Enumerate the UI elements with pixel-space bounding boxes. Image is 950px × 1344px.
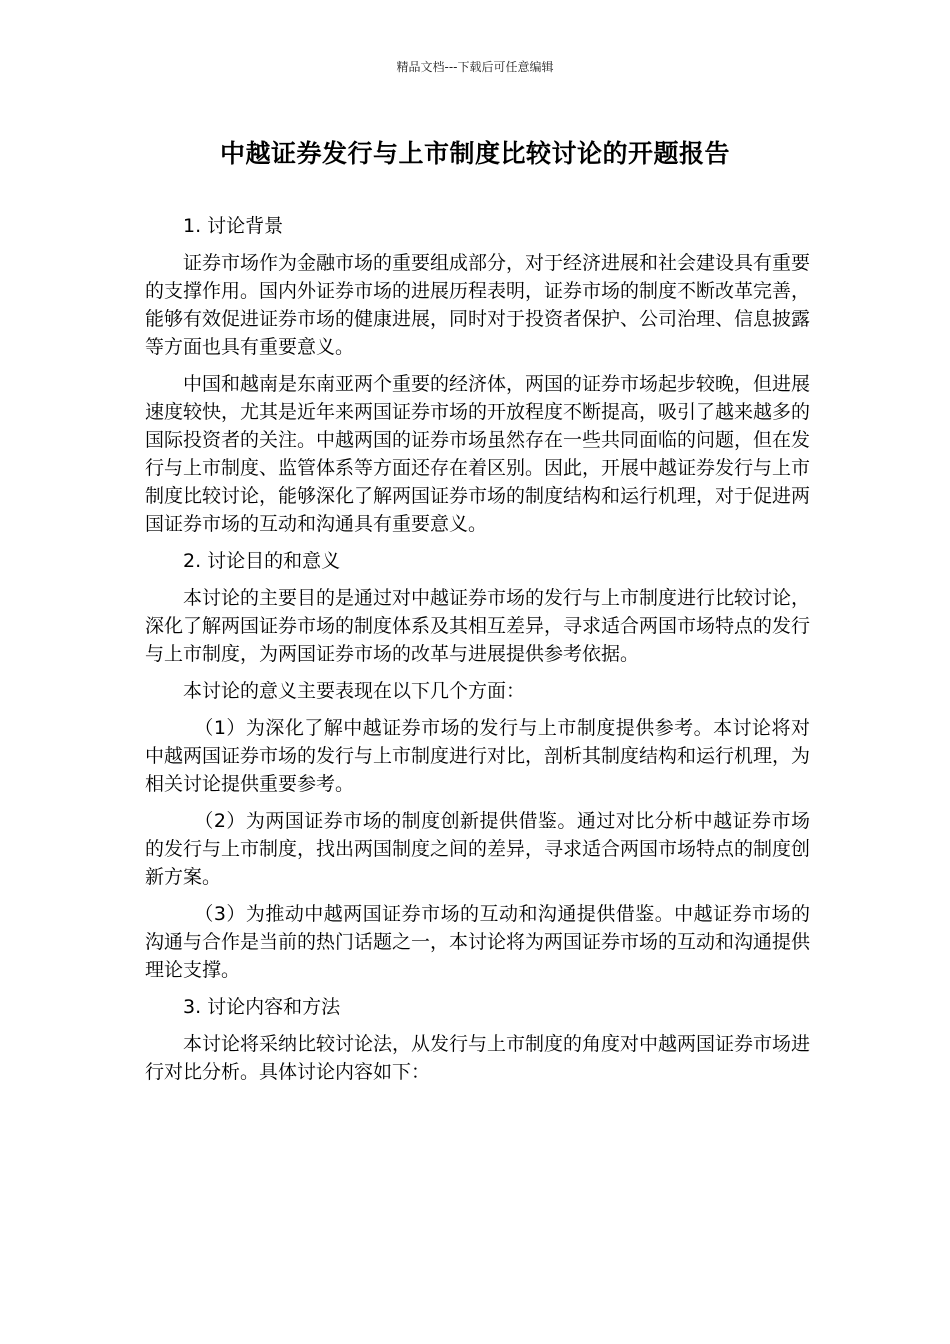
document-title: 中越证券发行与上市制度比较讨论的开题报告 (219, 139, 730, 168)
paragraph-method-1: 本讨论将采纳比较讨论法，从发行与上市制度的角度对中越两国证券市场进行对比分析。具体讨论内容如下： (145, 1033, 811, 1083)
header-note: 精品文档---下载后可任意编辑 (396, 60, 554, 74)
section-heading-background: 1. 讨论背景 (183, 215, 284, 237)
paragraph-background-2: 中国和越南是东南亚两个重要的经济体，两国的证券市场起步较晚，但进展速度较快，尤其是近年来两国证券市场的开放程度不断提高，吸引了越来越多的国际投资者的关注。中越两国的证券市场虽然存在一些共同面临的问题，但在发行与上市制度、监管体系等方面还存在着区别。因此，开展中越证券发行与上市制度比较讨论，能够深化了解两国证券市场的制度结构和运行机理，对于促进两国证券市场的互动和沟通具有重要意义。 (145, 373, 811, 535)
document-body (145, 212, 810, 1095)
section-heading-purpose: 2. 讨论目的和意义 (183, 550, 341, 572)
list-item-significance-2: （2）为两国证券市场的制度创新提供借鉴。通过对比分析中越证券市场的发行与上市制度，找出两国制度之间的差异，寻求适合两国市场特点的制度创新方案。 (145, 810, 811, 888)
paragraph-background-1: 证券市场作为金融市场的重要组成部分，对于经济进展和社会建设具有重要的支撑作用。国内外证券市场的进展历程表明，证券市场的制度不断改革完善，能够有效促进证券市场的健康进展，同时对于投资者保护、公司治理、信息披露等方面也具有重要意义。 (145, 252, 811, 358)
paragraph-purpose-1: 本讨论的主要目的是通过对中越证券市场的发行与上市制度进行比较讨论，深化了解两国证券市场的制度体系及其相互差异，寻求适合两国市场特点的发行与上市制度，为两国证券市场的改革与进展提供参考依据。 (145, 587, 811, 665)
list-item-significance-3: （3）为推动中越两国证券市场的互动和沟通提供借鉴。中越证券市场的沟通与合作是当前的热门话题之一，本讨论将为两国证券市场的互动和沟通提供理论支撑。 (145, 903, 811, 981)
section-heading-method: 3. 讨论内容和方法 (183, 996, 341, 1018)
list-item-significance-1: （1）为深化了解中越证券市场的发行与上市制度提供参考。本讨论将对中越两国证券市场的发行与上市制度进行对比，剖析其制度结构和运行机理，为相关讨论提供重要参考。 (145, 717, 811, 795)
paragraph-purpose-2: 本讨论的意义主要表现在以下几个方面： (183, 680, 526, 702)
